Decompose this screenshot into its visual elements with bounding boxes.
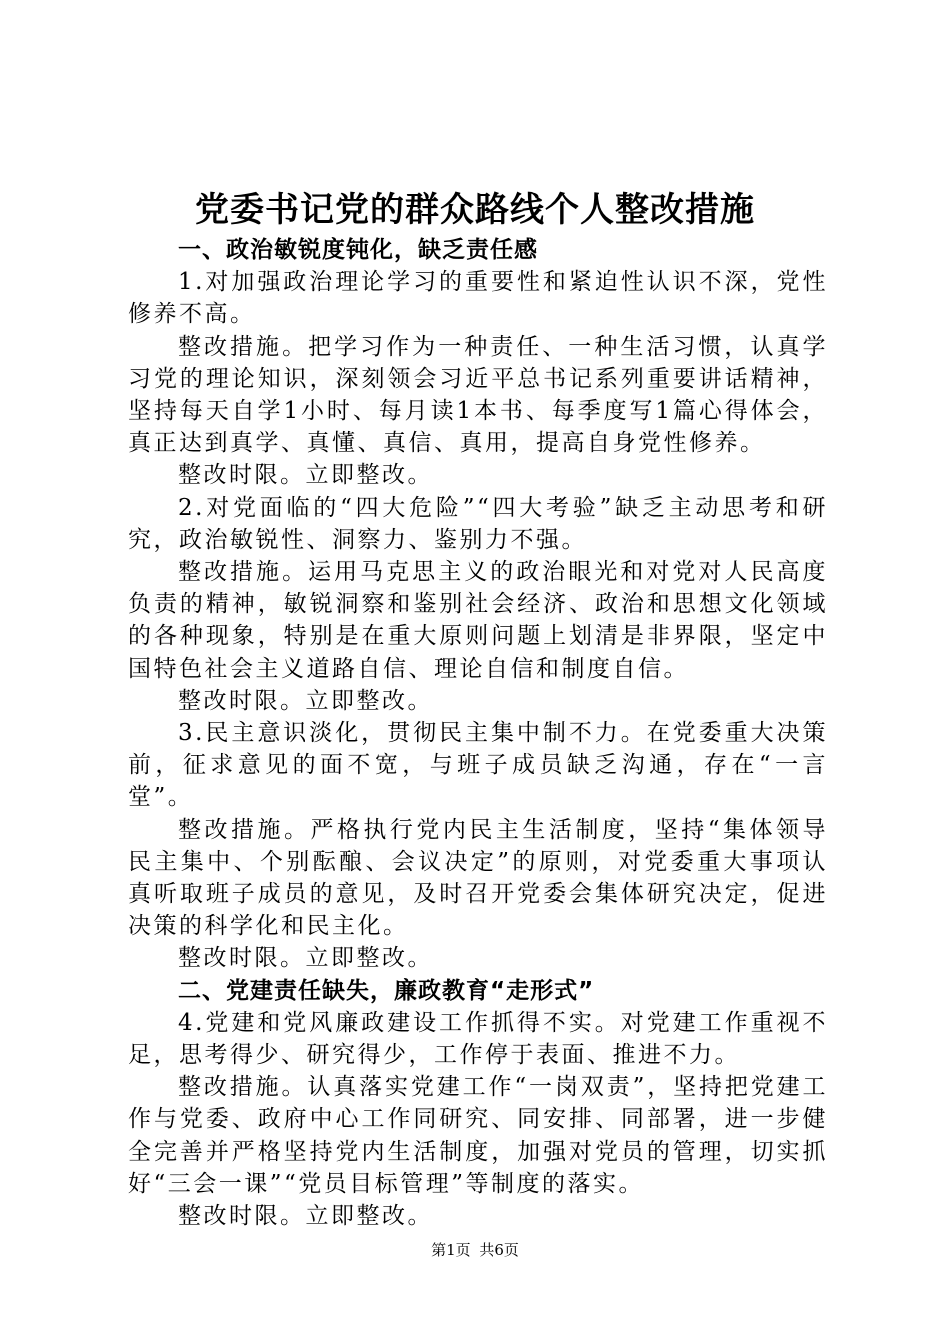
paragraph: 整改措施。运用马克思主义的政治眼光和对党对人民高度负责的精神，敏锐洞察和鉴别社会经济、政治和思想文化领域的各种现象，特别是在重大原则问题上划清是非界限，坚定中国特色社会主义道路自信、理论自信和制度自信。 [128, 559, 828, 682]
paragraph: 4.党建和党风廉政建设工作抓得不实。对党建工作重视不足，思考得少、研究得少，工作停于表面、推进不力。 [128, 1009, 828, 1069]
paragraph: 整改措施。严格执行党内民主生活制度，坚持“集体领导民主集中、个别酝酿、会议决定”的原则，对党委重大事项认真听取班子成员的意见，及时召开党委会集体研究决定，促进决策的科学化和民主化。 [128, 816, 828, 940]
paragraph: 整改时限。立即整改。 [178, 1203, 433, 1230]
paragraph: 整改时限。立即整改。 [178, 945, 433, 972]
paragraph: 3.民主意识淡化，贯彻民主集中制不力。在党委重大决策前，征求意见的面不宽，与班子成员缺乏沟通，存在“一言堂”。 [128, 720, 828, 811]
page-total: 共6页 [479, 1241, 519, 1259]
page-number: 第1页 [431, 1241, 471, 1259]
paragraph: 1.对加强政治理论学习的重要性和紧迫性认识不深，党性修养不高。 [128, 269, 828, 328]
paragraph: 整改措施。认真落实党建工作“一岗双责”，坚持把党建工作与党委、政府中心工作同研究、同安排、同部署，进一步健全完善并严格坚持党内生活制度，加强对党员的管理，切实抓好“三会一课”“党员目标管理”等制度的落实。 [128, 1074, 828, 1197]
paragraph: 2.对党面临的“四大危险”“四大考验”缺乏主动思考和研究，政治敏锐性、洞察力、鉴别力不强。 [128, 494, 828, 553]
section-heading-2: 二、党建责任缺失，廉政教育“走形式” [178, 977, 595, 1004]
document-body [128, 234, 828, 1232]
section-heading-1: 一、政治敏锐度钝化，缺乏责任感 [178, 237, 538, 263]
document-title: 党委书记党的群众路线个人整改措施 [195, 190, 755, 230]
paragraph: 整改时限。立即整改。 [178, 687, 433, 714]
paragraph: 整改时限。立即整改。 [178, 462, 433, 489]
paragraph: 整改措施。把学习作为一种责任、一种生活习惯，认真学习党的理论知识，深刻领会习近平总书记系列重要讲话精神，坚持每天自学1小时、每月读1本书、每季度写1篇心得体会，真正达到真学、真懂、真信、真用，提高自身党性修养。 [128, 333, 828, 457]
page-footer [0, 1240, 950, 1260]
